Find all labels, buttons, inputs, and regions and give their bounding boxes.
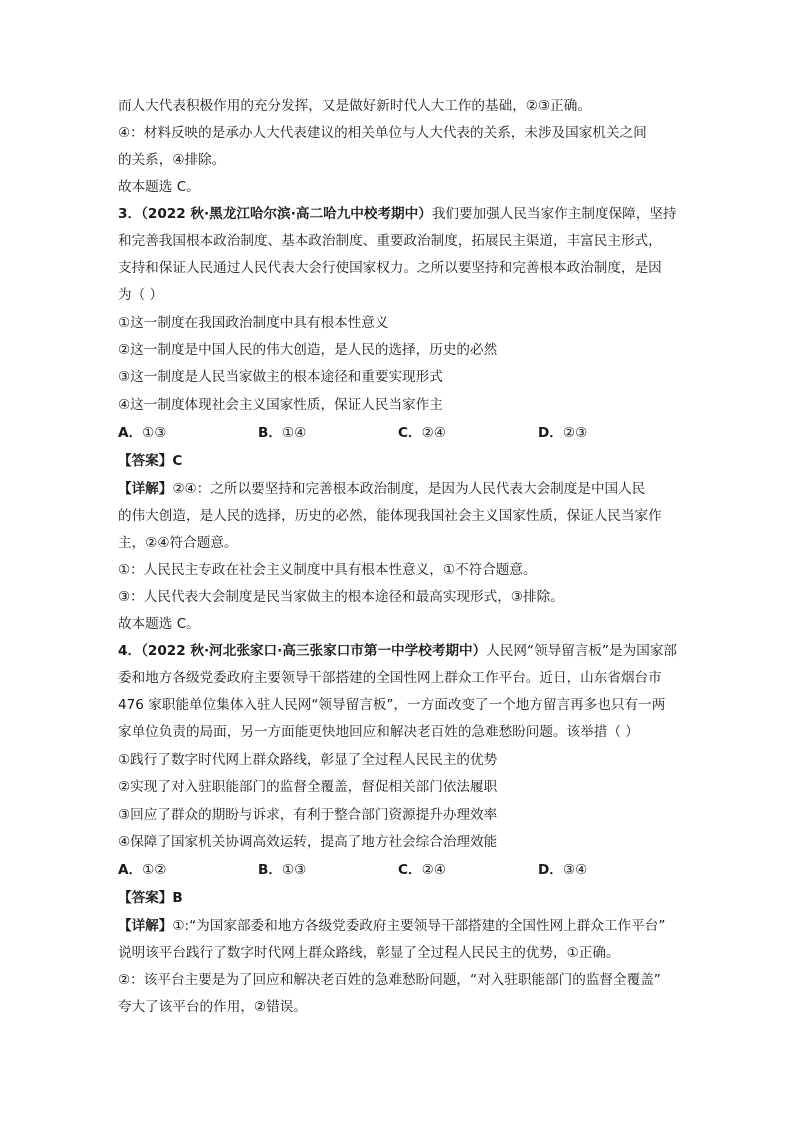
- text-line: 而人大代表积极作用的充分发挥，又是做好新时代人大工作的基础，②③正确。: [118, 98, 591, 114]
- question-4-stem: [118, 641, 698, 661]
- stem-line: 支持和保证人民通过人民代表大会行使国家权力。之所以要坚持和完善根本政治制度，是因: [118, 260, 662, 276]
- option-a: [118, 860, 167, 880]
- statement-2: ②实现了对入驻职能部门的监督全覆盖，督促相关部门依法履职: [118, 779, 498, 795]
- question-source: （2022 秋·黑龙江哈尔滨·高二哈九中校考期中）: [141, 206, 432, 222]
- option-label: A．: [118, 862, 143, 878]
- question-number: 3．: [118, 206, 142, 222]
- question-3-stem: [118, 204, 698, 224]
- detail-line: [118, 916, 698, 936]
- detail-text: ①:“为国家部委和地方各级党委政府主要领导干部搭建的全国性网上群众工作平台”: [172, 918, 666, 934]
- detail-line: 夸大了该平台的作用，②错误。: [118, 999, 307, 1015]
- stem-line: 476 家职能单位集体入驻人民网“领导留言板”，一方面改变了一个地方留言再多也只有一两: [118, 697, 666, 713]
- text-line: ④：材料反映的是承办人大代表建议的相关单位与人大代表的关系，未涉及国家机关之间: [118, 125, 647, 141]
- option-b: [258, 423, 306, 443]
- detail-line: [118, 479, 698, 499]
- option-label: D．: [538, 862, 563, 878]
- question-source: （2022 秋·河北张家口·高三张家口市第一中学校考期中）: [141, 643, 487, 659]
- option-a: [118, 423, 167, 443]
- detail-line: ②：该平台主要是为了回应和解决老百姓的急难愁盼问题，“对入驻职能部门的监督全覆盖”: [118, 972, 661, 988]
- option-text: ①④: [281, 425, 307, 441]
- stem-line: 委和地方各级党委政府主要领导干部搭建的全国性网上群众工作平台。近日，山东省烟台市: [118, 670, 662, 686]
- text-line: 的关系，④排除。: [118, 152, 226, 168]
- detail-line: 的伟大创造，是人民的选择，历史的必然，能体现我国社会主义国家性质，保证人民当家作: [118, 508, 662, 524]
- question-number: 4．: [118, 643, 142, 659]
- option-c: [398, 860, 446, 880]
- statement-4: ④保障了国家机关协调高效运转，提高了地方社会综合治理效能: [118, 834, 498, 850]
- option-label: C．: [398, 425, 422, 441]
- option-label: C．: [398, 862, 422, 878]
- detail-tag: 【详解】: [118, 481, 173, 497]
- detail-text: ②④：之所以要坚持和完善根本政治制度，是因为人民代表大会制度是中国人民: [172, 481, 646, 497]
- option-label: D．: [538, 425, 563, 441]
- answer-line: [118, 451, 698, 471]
- option-c: [398, 423, 446, 443]
- statement-1: ①践行了数字时代网上群众路线，彰显了全过程人民民主的优势: [118, 752, 498, 768]
- stem-text: 我们要加强人民当家作主制度保障，坚持: [431, 206, 677, 222]
- statement-3: ③这一制度是人民当家做主的根本途径和重要实现形式: [118, 369, 443, 385]
- answer-value: B: [172, 890, 183, 906]
- option-d: [538, 860, 587, 880]
- stem-text: 人民网“领导留言板”是为国家部: [486, 643, 678, 659]
- answer-tag: 【答案】: [118, 453, 173, 469]
- option-text: ③④: [562, 862, 588, 878]
- answer-line: [118, 888, 698, 908]
- text-line: 故本题选 C。: [118, 179, 200, 195]
- stem-line: 家单位负责的局面，另一方面能更快地回应和解决老百姓的急难愁盼问题。该举措（ ）: [118, 724, 639, 740]
- answer-value: C: [172, 453, 183, 469]
- option-text: ①③: [281, 862, 307, 878]
- statement-1: ①这一制度在我国政治制度中具有根本性意义: [118, 315, 389, 331]
- detail-line: 说明该平台践行了数字时代网上群众路线，彰显了全过程人民民主的优势，①正确。: [118, 945, 620, 961]
- stem-line: 和完善我国根本政治制度、基本政治制度、重要政治制度，拓展民主渠道，丰富民主形式，: [118, 233, 662, 249]
- option-text: ②④: [421, 862, 446, 878]
- answer-tag: 【答案】: [118, 890, 173, 906]
- statement-3: ③回应了群众的期盼与诉求，有利于整合部门资源提升办理效率: [118, 807, 498, 823]
- option-label: A．: [118, 425, 143, 441]
- option-b: [258, 860, 306, 880]
- option-text: ②④: [421, 425, 446, 441]
- option-text: ②③: [562, 425, 588, 441]
- detail-line: 故本题选 C。: [118, 616, 200, 632]
- option-label: B．: [258, 862, 282, 878]
- option-label: B．: [258, 425, 282, 441]
- statement-4: ④这一制度体现社会主义国家性质，保证人民当家作主: [118, 397, 443, 413]
- detail-tag: 【详解】: [118, 918, 173, 934]
- stem-line: 为（ ）: [118, 287, 164, 303]
- detail-line: ①：人民民主专政在社会主义制度中具有根本性意义，①不符合题意。: [118, 562, 537, 578]
- option-text: ①②: [142, 862, 167, 878]
- detail-line: 主，②④符合题意。: [118, 535, 238, 551]
- detail-line: ③：人民代表大会制度是民当家做主的根本途径和最高实现形式，③排除。: [118, 589, 564, 605]
- option-d: [538, 423, 587, 443]
- statement-2: ②这一制度是中国人民的伟大创造，是人民的选择，历史的必然: [118, 342, 498, 358]
- option-text: ①③: [142, 425, 167, 441]
